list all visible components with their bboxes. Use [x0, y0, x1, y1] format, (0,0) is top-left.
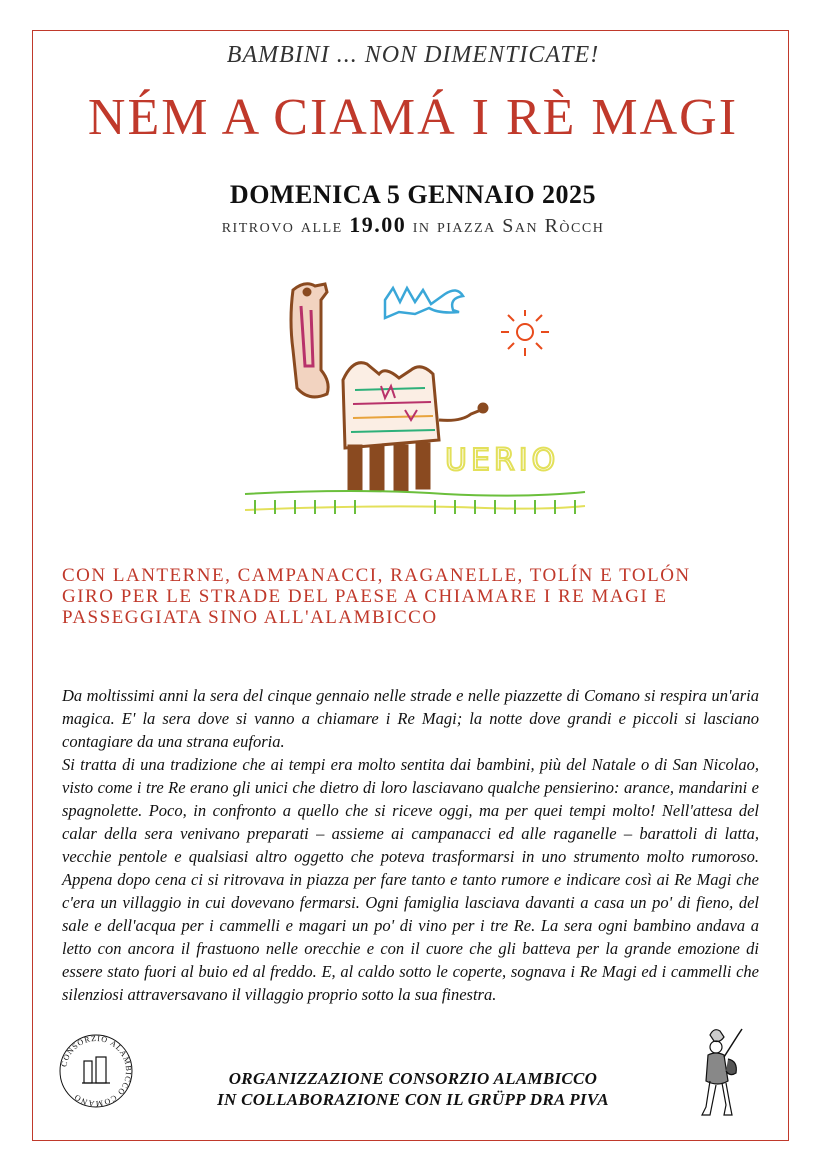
subtitle-line: GIRO PER LE STRADE DEL PAESE A CHIAMARE I RE MAGI E	[62, 586, 668, 607]
bagpiper-illustration	[690, 1025, 746, 1121]
story-text	[62, 684, 759, 1006]
kicker-text: BAMBINI ... NON DIMENTICATE!	[226, 42, 600, 68]
meeting-prefix: ritrovo alle	[221, 215, 343, 237]
meeting-time: 19.00	[349, 212, 407, 237]
sun-drawing	[501, 310, 549, 356]
meeting-info	[0, 212, 826, 238]
meeting-place: in piazza San Ròcch	[412, 215, 605, 237]
subtitle-line: CON LANTERNE, CAMPANACCI, RAGANELLE, TOLÍN E TOLÓN	[62, 565, 691, 586]
grass-drawing	[245, 491, 585, 514]
subtitle-line: PASSEGGIATA SINO ALL'ALAMBICCO	[62, 607, 438, 628]
page-title: NÉM A CIAMÁ I RÈ MAGI	[87, 89, 739, 146]
camel-drawing	[235, 270, 605, 530]
event-date: DOMENICA 5 GENNAIO 2025	[229, 180, 597, 209]
story-paragraph: Da moltissimi anni la sera del cinque gennaio nelle strade e nelle piazzette di Comano si respira un'aria magica. E' la sera dove si vanno a chiamare i Re Magi; la notte dove grandi e piccoli si lasciano contagiare da una strana euforia.	[62, 686, 759, 751]
footer-organizer: ORGANIZZAZIONE CONSORZIO ALAMBICCO	[228, 1069, 598, 1088]
story-paragraph: Si tratta di una tradizione che ai tempi era molto sentita dai bambini, più del Natale o di San Nicolao, visto come i tre Re erano gli unici che dietro di loro lasciavano qualche pensierino: arance, mandarini e spagnolette. Poco, in confronto a quello che si riceve oggi, ma per quei tempi molto! Nell'attesa del calar della sera venivano preparati – assieme ai campanacci ed alle raganelle – barattoli di latta, vecchie pentole e qualsiasi altro oggetto che poteva trasformarsi in uno strumento molto rumoroso. Appena dopo cena ci si ritrovava in piazza per fare tanto e tanto rumore e indicare così ai Re Magi che c'era un villaggio in cui dovevano fermarsi. Ogni famiglia lasciava davanti a casa un po' di fieno, del sale e dell'acqua per i cammelli e magari un po' di vino per i tre Re. La sera ogni bambino andava a letto con ancora il frastuono nelle orecchie e con il cuore che gli batteva per la grande emozione di essere stato fuori al buio ed al freddo. E, al caldo sotto le coperte, sognava i Re Magi ed i cammelli che silenziosi attraversavano il villaggio proprio sotto la sua finestra.	[62, 755, 759, 1004]
cloud-drawing	[385, 288, 463, 318]
footer-collaboration: IN COLLABORAZIONE CON IL GRÜPP DRA PIVA	[217, 1090, 609, 1109]
drawing-caption: UERIO	[445, 443, 560, 478]
svg-text:CONSORZIO ALAMBICCO COMANO: CONSORZIO ALAMBICCO COMANO	[59, 1033, 134, 1109]
event-subtitle	[62, 565, 758, 628]
